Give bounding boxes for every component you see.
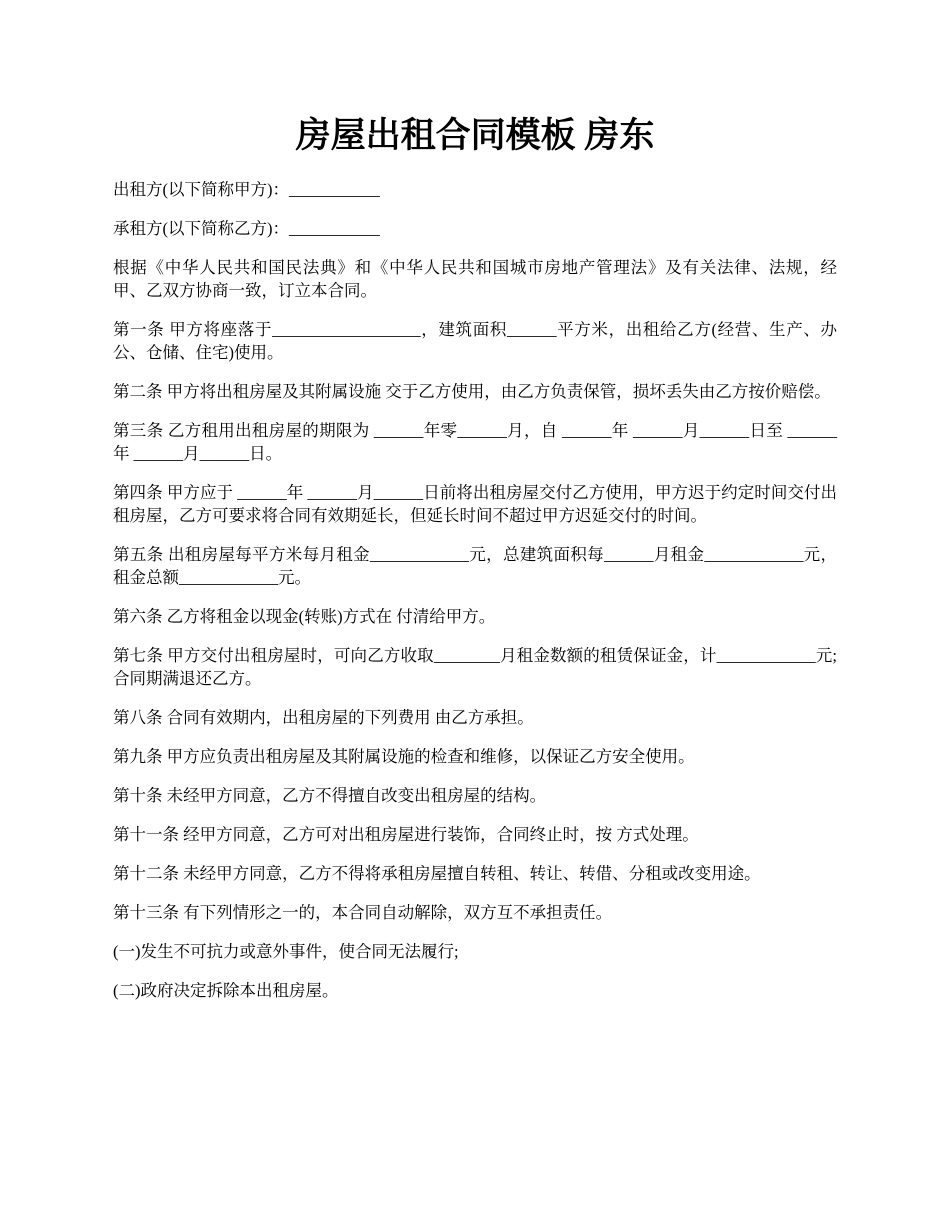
paragraph-clause-1: (一)发生不可抗力或意外事件，使合同无法履行; xyxy=(113,942,459,961)
paragraph-article-3: 第三条 乙方租用出租房屋的期限为 ______年零______月，自 ______年 ______月______日至 ______年 ______月______日。 xyxy=(113,421,837,463)
paragraph-article-1: 第一条 甲方将座落于__________________，建筑面积______平方米，出租给乙方(经营、生产、办公、仓储、住宅)使用。 xyxy=(113,320,837,362)
paragraph-article-4: 第四条 甲方应于 ______年 ______月______日前将出租房屋交付乙方使用，甲方迟于约定时间交付出租房屋，乙方可要求将合同有效期延长，但延长时间不超过甲方迟延交付的时间。 xyxy=(113,483,837,525)
paragraph-article-13: 第十三条 有下列情形之一的，本合同自动解除，双方互不承担责任。 xyxy=(113,903,613,922)
paragraph-article-7: 第七条 甲方交付出租房屋时，可向乙方收取________月租金数额的租赁保证金，计____________元;合同期满退还乙方。 xyxy=(113,646,837,688)
paragraph-article-2: 第二条 甲方将出租房屋及其附属设施 交于乙方使用，由乙方负责保管，损坏丢失由乙方按价赔偿。 xyxy=(113,382,831,401)
paragraph-lessor: 出租方(以下简称甲方)：___________ xyxy=(113,180,380,199)
paragraph-article-11: 第十一条 经甲方同意，乙方可对出租房屋进行装饰，合同终止时，按 方式处理。 xyxy=(113,825,699,844)
paragraph-preamble: 根据《中华人民共和国民法典》和《中华人民共和国城市房地产管理法》及有关法律、法规，经甲、乙双方协商一致，订立本合同。 xyxy=(113,258,837,300)
document-body xyxy=(113,178,837,1018)
paragraph-article-10: 第十条 未经甲方同意，乙方不得擅自改变出租房屋的结构。 xyxy=(113,786,547,805)
paragraph-article-5: 第五条 出租房屋每平方米每月租金____________元，总建筑面积每______月租金____________元，租金总额____________元。 xyxy=(113,545,837,587)
paragraph-article-6: 第六条 乙方将租金以现金(转账)方式在 付清给甲方。 xyxy=(113,607,496,626)
paragraph-article-8: 第八条 合同有效期内，出租房屋的下列费用 由乙方承担。 xyxy=(113,708,534,727)
paragraph-article-9: 第九条 甲方应负责出租房屋及其附属设施的检查和维修，以保证乙方安全使用。 xyxy=(113,747,695,766)
paragraph-article-12: 第十二条 未经甲方同意，乙方不得将承租房屋擅自转租、转让、转借、分租或改变用途。 xyxy=(113,864,761,883)
page-title: 房屋出租合同模板 房东 xyxy=(295,116,655,155)
paragraph-lessee: 承租方(以下简称乙方)：___________ xyxy=(113,219,380,238)
paragraph-clause-2: (二)政府决定拆除本出租房屋。 xyxy=(113,981,339,1000)
